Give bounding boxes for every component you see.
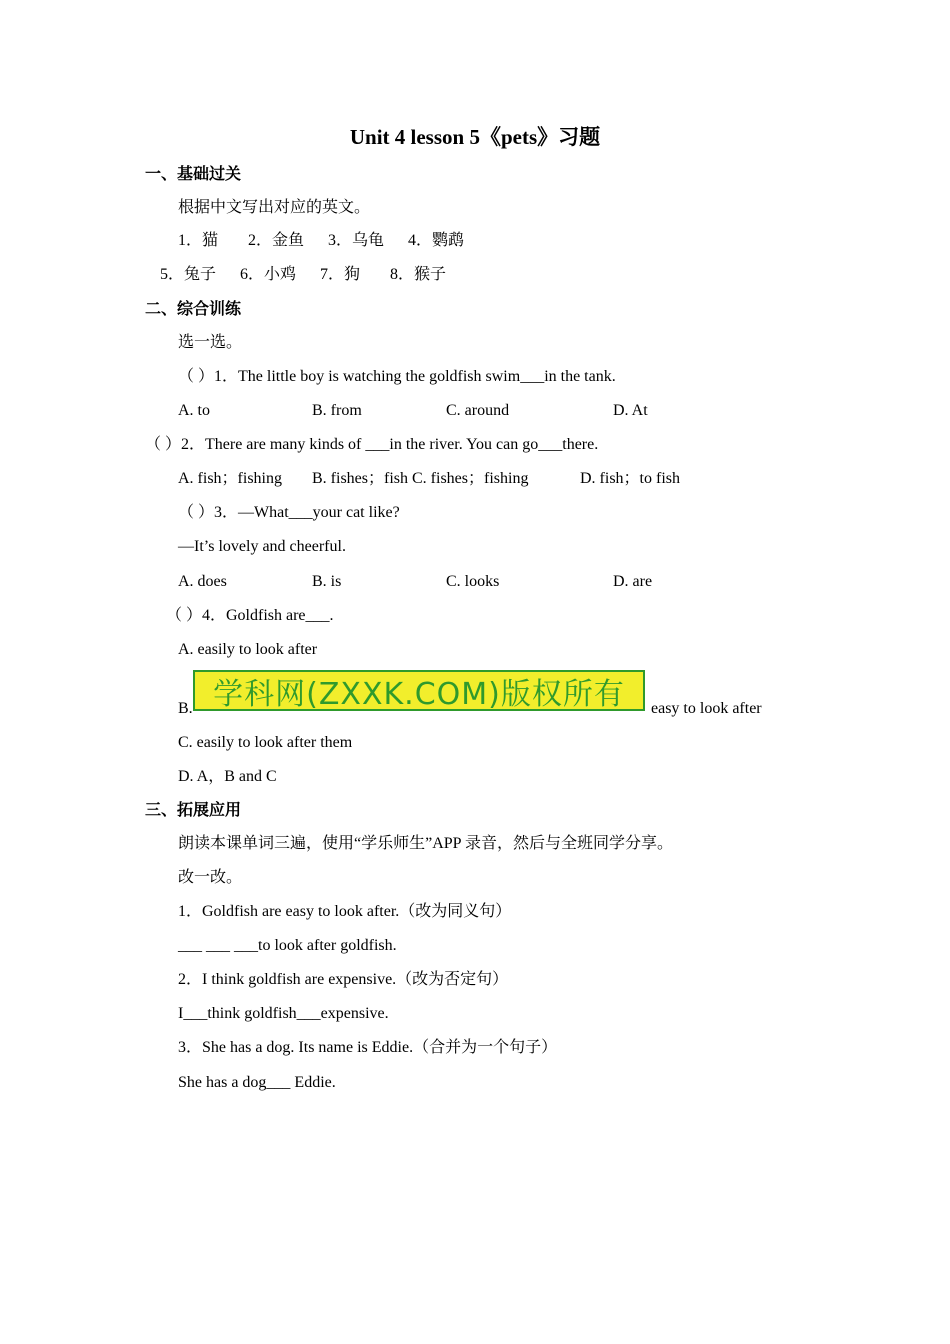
question-4: （ ）4．Goldfish are___.: [166, 607, 334, 624]
rewrite-question-3: 3．She has a dog. Its name is Eddie.（合并为一个句子）: [178, 1039, 558, 1056]
option-d: D. A，B and C: [178, 768, 277, 785]
option-b: B. from: [312, 402, 362, 419]
option-a: A. does: [178, 573, 227, 590]
option-a: A. fish；fishing: [178, 470, 283, 487]
question-1: （ ）1．The little boy is watching the goldfish swim___in the tank.: [178, 368, 616, 385]
option-a: A. easily to look after: [178, 641, 318, 658]
part3-instruction: 改一改。: [178, 869, 243, 886]
question-3: （ ）3．—What___your cat like?: [178, 504, 400, 521]
option-d: D. are: [613, 573, 653, 590]
rewrite-answer-3: She has a dog___ Eddie.: [178, 1074, 336, 1091]
option-b-c: B. fishes；fish C. fishes；fishing: [312, 470, 529, 487]
rewrite-question-1: 1．Goldfish are easy to look after.（改为同义句）: [178, 903, 512, 920]
option-c: C. looks: [446, 573, 500, 590]
vocab-item: 4．鹦鹉: [408, 232, 465, 249]
rewrite-answer-2: I___think goldfish___expensive.: [178, 1005, 389, 1022]
vocab-item: 7．狗: [320, 266, 361, 283]
section-heading-2: 二、综合训练: [145, 301, 242, 318]
vocab-item: 8．猴子: [390, 266, 447, 283]
copyright-watermark: 学科网(ZXXK.COM)版权所有: [193, 670, 645, 711]
page-title: Unit 4 lesson 5《pets》习题: [349, 125, 601, 149]
part2-instruction: 选一选。: [178, 334, 243, 351]
vocab-item: 3．乌龟: [328, 232, 385, 249]
option-c: C. around: [446, 402, 510, 419]
option-b: B. is: [312, 573, 342, 590]
vocab-item: 5．兔子: [160, 266, 217, 283]
option-d: D. At: [613, 402, 648, 419]
vocab-item: 6．小鸡: [240, 266, 297, 283]
section-heading-1: 一、基础过关: [145, 166, 242, 183]
option-b-label: B.: [178, 700, 193, 717]
vocab-item: 1．猫: [178, 232, 219, 249]
part1-instruction: 根据中文写出对应的英文。: [178, 199, 371, 216]
question-2: （ ）2．There are many kinds of ___in the river. You can go___there.: [145, 436, 599, 453]
vocab-item: 2．金鱼: [248, 232, 305, 249]
option-c: C. easily to look after them: [178, 734, 353, 751]
rewrite-answer-1: ___ ___ ___to look after goldfish.: [178, 937, 397, 954]
question-3-answer-line: —It’s lovely and cheerful.: [178, 538, 346, 555]
read-aloud-instruction: 朗读本课单词三遍，使用“学乐师生”APP 录音，然后与全班同学分享。: [178, 835, 673, 852]
option-a: A. to: [178, 402, 210, 419]
option-d: D. fish；to fish: [580, 470, 681, 487]
section-heading-3: 三、拓展应用: [145, 802, 242, 819]
rewrite-question-2: 2．I think goldfish are expensive.（改为否定句）: [178, 971, 509, 988]
option-b-text: easy to look after: [651, 700, 762, 717]
